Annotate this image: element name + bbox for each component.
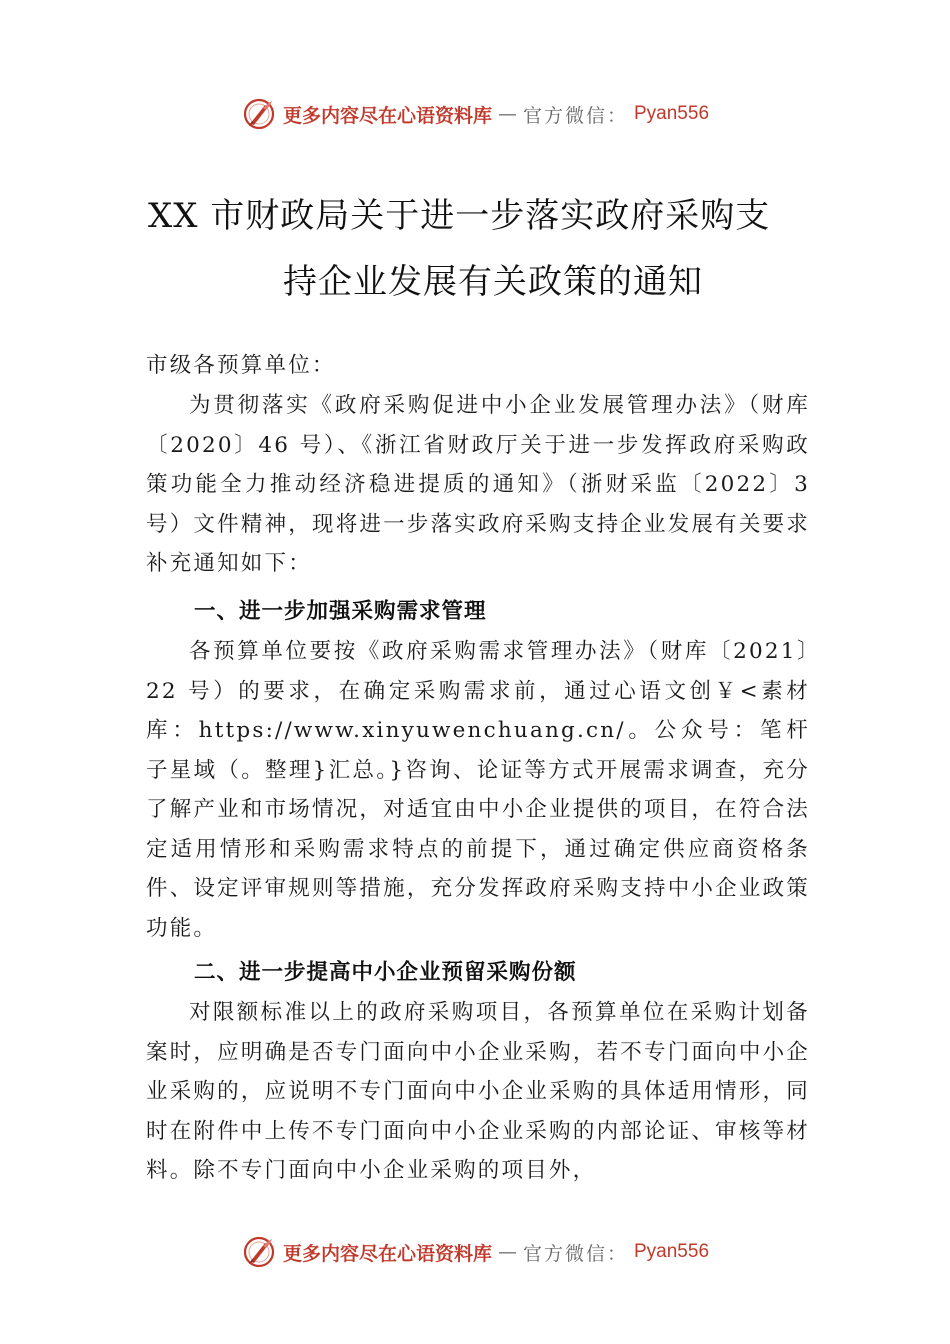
document-title-line-2: 持企业发展有关政策的通知 [283,262,703,302]
section-heading-2: 二、进一步提高中小企业预留采购份额 [194,960,577,985]
section-heading-1: 一、进一步加强采购需求管理 [194,599,487,624]
quill-pen-icon [241,1234,277,1270]
footer-separator: — [497,1241,517,1263]
salutation: 市级各预算单位： [146,353,336,378]
paragraph-intro: 为贯彻落实《政府采购促进中小企业发展管理办法》（财库〔2020〕46 号）、《浙江省财政厅关于进一步发挥政府采购政策功能全力推动经济稳进提质的通知》（浙财采监〔2022〕3 号）文件精神，现将进一步落实政府采购支持企业发展有关要求补充通知如下： [146,393,810,576]
quill-pen-icon [241,96,277,132]
paragraph-section-1: 各预算单位要按《政府采购需求管理办法》（财库〔2021〕22 号）的要求，在确定采购需求前，通过心语文创￥<素材库：https://www.xinyuwenchuang.cn/。公众号：笔杆子星域（。整理}汇总。}咨询、论证等方式开展需求调查，充分了解产业和市场情况，对适宜由中小企业提供的项目，在符合法定适用情形和采购需求特点的前提下，通过确定供应商资格条件、设定评审规则等措施，充分发挥政府采购支持中小企业政策功能。 [146,639,810,941]
paragraph-section-2: 对限额标准以上的政府采购项目，各预算单位在采购计划备案时，应明确是否专门面向中小企业采购，若不专门面向中小企业采购的，应说明不专门面向中小企业采购的具体适用情形，同时在附件中上传不专门面向中小企业采购的内部论证、审核等材料。除不专门面向中小企业采购的项目外， [146,1000,810,1183]
banner-wechat-label: 官方微信： [522,104,628,127]
footer-banner [0,1232,950,1272]
footer-wechat-label: 官方微信： [522,1242,628,1265]
header-banner [0,94,950,134]
document-title-line-1: XX 市财政局关于进一步落实政府采购支 [148,196,771,236]
banner-separator: — [497,103,517,125]
footer-wechat-id: Pyan556 [634,1241,710,1262]
footer-brand-text: 更多内容尽在心语资料库 [282,1242,492,1265]
banner-brand-text: 更多内容尽在心语资料库 [282,104,492,127]
banner-wechat-id: Pyan556 [634,103,710,124]
